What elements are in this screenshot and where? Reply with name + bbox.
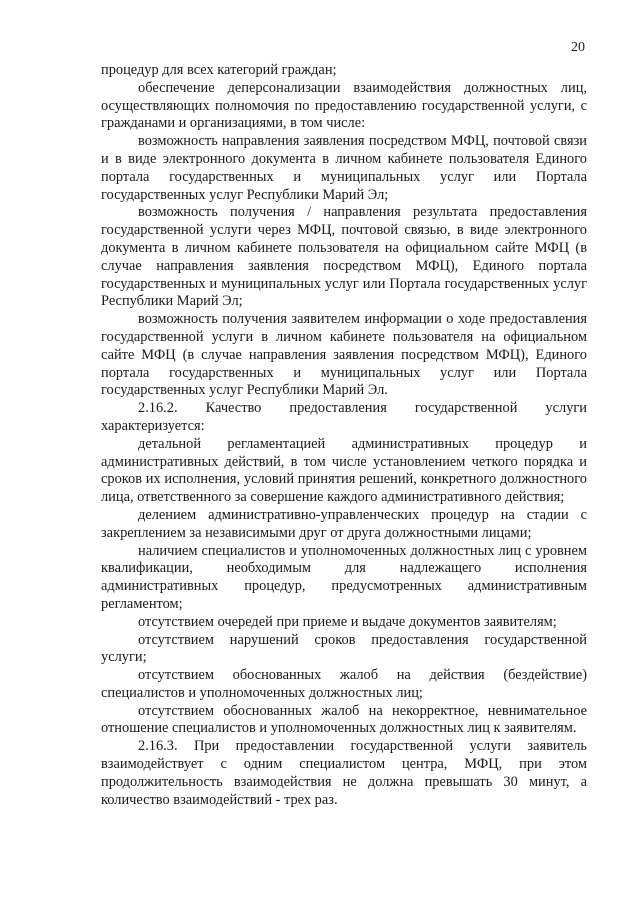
paragraph: делением административно-управленческих процедур на стадии с закреплением за независимыми друг от друга должностными лицами; [101, 506, 587, 541]
paragraph: возможность получения заявителем информации о ходе предоставления государственной услуги в личном кабинете пользователя на официальном сайте МФЦ (в случае направления заявления посредством МФЦ), Единого портала государственных и муниципальных услуг или Портала государственных услуг Республики Марий Эл. [101, 311, 587, 399]
paragraph: детальной регламентацией административных процедур и административных действий, в том числе установлением четкого порядка и сроков их исполнения, условий принятия решений, конкретного должностного лица, ответственного за совершение каждого административного действия; [101, 435, 587, 506]
document-body [101, 62, 587, 809]
paragraph: процедур для всех категорий граждан; [101, 62, 337, 78]
section-heading-paragraph: 2.16.3. При предоставлении государственной услуги заявитель взаимодействует с одним специалистом центра, МФЦ, при этом продолжительность взаимодействия не должна превышать 30 минут, а количество взаимодействий - трех раз. [101, 738, 587, 808]
paragraph: отсутствием нарушений сроков предоставления государственной услуги; [101, 631, 587, 666]
paragraph: отсутствием очередей при приеме и выдаче документов заявителям; [138, 613, 557, 630]
section-heading-paragraph: 2.16.2. Качество предоставления государственной услуги характеризуется: [101, 400, 587, 434]
paragraph: наличием специалистов и уполномоченных должностных лиц с уровнем квалификации, необходимым для надлежащего исполнения административных процедур, предусмотренных административным регламентом; [101, 542, 587, 612]
page-number: 20 [571, 40, 585, 55]
paragraph: возможность получения / направления результата предоставления государственной услуги через МФЦ, почтовой связью, в виде электронного документа в личном кабинете пользователя на официальном сайте МФЦ (в случае направления заявления посредством МФЦ), Единого портала государственных и муниципальных услуг или Портала государственных услуг Республики Марий Эл; [101, 204, 587, 310]
paragraph: обеспечение деперсонализации взаимодействия должностных лиц, осуществляющих полномочия по предоставлению государственной услуги, с гражданами и организациями, в том числе: [101, 79, 587, 132]
paragraph: возможность направления заявления посредством МФЦ, почтовой связи и в виде электронного документа в личном кабинете пользователя Единого портала государственных и муниципальных услуг или Портала государственных услуг Республики Марий Эл; [101, 133, 587, 203]
paragraph: отсутствием обоснованных жалоб на действия (бездействие) специалистов и уполномоченных должностных лиц; [101, 667, 587, 701]
paragraph: отсутствием обоснованных жалоб на некорректное, невнимательное отношение специалистов и уполномоченных должностных лиц к заявителям. [101, 702, 587, 737]
